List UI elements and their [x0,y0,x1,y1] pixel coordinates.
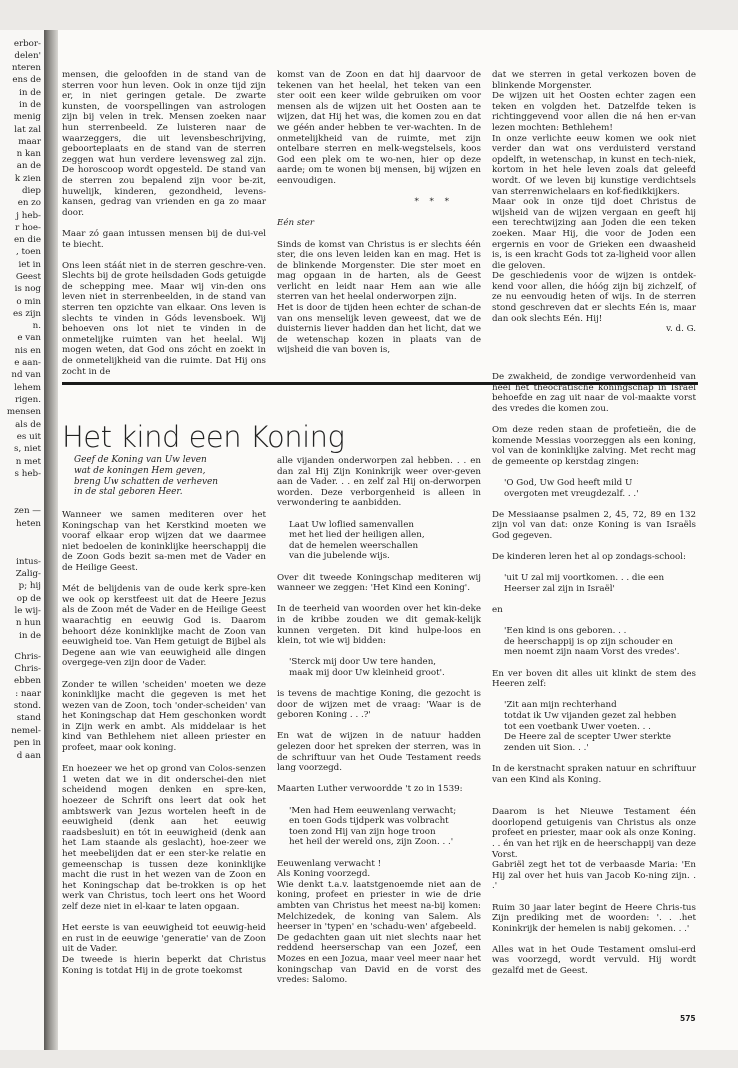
article-column-1 [62,510,266,976]
top-article-column-3 [492,70,696,345]
paragraph: Maarten Luther verwoordde 't zo in 1539: [277,784,463,795]
previous-page-text-fragment: en die [14,235,41,245]
paragraph: Ruim 30 jaar later begint de Heere Chris-tus Zijn prediking met de woorden: '. . .het Koninkrijk der hemelen is nabij gekomen. . .' [492,902,696,934]
paragraph: De tweede is hierin beperkt dat Christus Koning is totdat Hij in de grote toekomst [62,954,266,976]
previous-page-edge [0,30,44,1050]
paragraph: dat we sterren in getal verkozen boven de blinkende Morgenster. [492,70,696,91]
previous-page-text-fragment: ebben [14,676,41,686]
previous-page-text-fragment: es uit [16,432,41,442]
previous-page-text-fragment: o min [16,297,41,307]
paragraph: Zonder te willen 'scheiden' moeten we deze koninklijke macht die gegeven is met het wezen van de Zoon, toch 'onder-scheiden' van het Koningschap dat Hem geschonken wordt in Zijn werk en ambt. Als middelaar is het kind van Bethlehem niet alleen priester en profeet, maar ook koning. [62,679,266,754]
paragraph: Om deze reden staan de profetieën, die de komende Messias voorzeggen als een koning, vol van de koninklijke zalving. Met recht mag de gemeente op kerstdag zingen: [492,424,696,467]
previous-page-text-fragment: n kan [16,149,41,159]
verse-quote: 'Sterck mij door Uw tere handen, maak mij door Uw kleinheid groot'. [289,657,445,678]
article-title: Het kind een Koning [62,420,345,454]
paragraph: komst van de Zoon en dat hij daarvoor de tekenen van het heelal, het teken van een ster ooit een keer wilde gebruiken om voor mensen als de wijzen uit het Oosten aan te wijzen, dat Hij het was, die komen zou en dat we géén ander hebben te ver-wachten. In de onmetelijkheid van de ruimte, met zijn ontelbare sterren en melk-wegstelsels, koos God een plek om te wo-nen, hier op deze aarde; om te wonen bij mensen, bij wijzen en eenvoudigen. [277,70,481,186]
paragraph: Maar ook in onze tijd doet Christus de wijsheid van de wijzen vergaan en geeft hij een terechtwijzing aan Joden die een teken zoeken. Maar Hij, die voor de Joden een ergernis en voor de Grieken een dwaasheid is, is een kracht Gods tot za-ligheid voor allen die geloven. [492,197,696,271]
binding-gutter [44,30,58,1050]
paragraph: De geschiedenis voor de wijzen is ontdek-kend voor allen, die hóóg zijn bij zichzelf, of ze nu eenvoudig heten of wijs. In de sterren stond geschreven dat er slechts Eén is, maar dan ook slechts Eén. Hij! [492,271,696,324]
paragraph: En ver boven dit alles uit klinkt de stem des Heeren zelf: [492,668,696,690]
article-motto [74,455,270,498]
paragraph: Wanneer we samen mediteren over het Koningschap van het Kerstkind moeten we vooraf elkaar erop wijzen dat we daarmee niet bedoelen de koninklijke heerschappij die de Zoon Gods bezit sa-men met de Vader en de Heilige Geest. [62,510,266,573]
paragraph: De Messiaanse psalmen 2, 45, 72, 89 en 132 zijn vol van dat: onze Koning is van Israëls God gegeven. [492,509,696,541]
paragraph: Daarom is het Nieuwe Testament één doorlopend getuigenis van Christus als onze profeet en priester, maar ook als onze Koning. . . én van het rijk en de heerschappij van deze Vorst. Gabriël zegt het tot de verbaasde Maria: 'En Hij zal over het huis van Jacob Ko-ning zijn. . .' [492,807,696,892]
verse-quote: 'Een kind is ons geboren. . . de heerschappij is op zijn schouder en men noemt zijn naam Vorst des vredes'. [504,626,680,658]
previous-page-text-fragment: nd van [11,370,41,380]
paragraph: Het is door de tijden heen echter de schan-de van ons menselijk leven geweest, dat we de duisternis liever hadden dan het licht, dat we de wetenschap kozen in plaats van de wijsheid die van boven is, [277,303,481,356]
section-divider-stars: * * * [414,197,453,208]
previous-page-text-fragment: r hoe- [15,223,41,233]
previous-page-text-fragment: s, niet [14,444,41,454]
previous-page-text-fragment: k zien [14,174,41,184]
previous-page-text-fragment: j heb- [16,211,41,221]
previous-page-text-fragment: rigen. [15,395,41,405]
previous-page-text-fragment: iet in [18,260,41,270]
motto-line: Geef de Koning van Uw leven [74,455,207,465]
top-article-column-2 [277,70,481,367]
verse-quote: Laat Uw loflied samenvallen met het lied der heiligen allen, dat de hemelen weerschallen van die jubelende wijs. [289,519,425,562]
paragraph: In de kerstnacht spraken natuur en schriftuur van een Kind als Koning. [492,763,696,785]
previous-page-text-fragment: mensen [6,407,41,417]
previous-page-text-fragment: stond. [13,701,41,711]
paragraph: alle vijanden onderworpen zal hebben. . . en dan zal Hij Zijn Koninkrijk weer over-geven aan de Vader. . . en zelf zal Hij on-derworpen worden. Deze verborgenheid is alleen in verwondering te aanbidden. [277,456,481,509]
paragraph: De zwakheid, de zondige verwordenheid van heel het theocratische koningschap in Israël behoefde en zag uit naar de vol-maakte vorst des vredes die komen zou. [492,372,696,414]
previous-page-text-fragment: s heb- [14,469,41,479]
top-article-column-1 [62,70,266,388]
paragraph: In de teerheid van woorden over het kin-deke in de kribbe zouden we dit gemak-kelijk kunnen vergeten. Dit kind hulpe-loos en klein, tot wie wij bidden: [277,604,481,647]
paragraph: is tevens de machtige Koning, die gezocht is door de wijzen met de vraag: 'Waar is de geboren Koning . . .?' [277,689,481,721]
previous-page-text-fragment: erbor- [13,39,41,49]
previous-page-text-fragment: , toen [16,247,41,257]
previous-page-text-fragment: lehem [14,383,41,393]
previous-page-text-fragment: maar [18,137,41,147]
previous-page-text-fragment: nteren [11,63,41,73]
previous-page-text-fragment: n hun [15,618,41,628]
motto-line: breng Uw schatten de verheven [74,476,218,487]
previous-page-text-fragment: stand [16,713,41,723]
previous-page-text-fragment: pen in [13,738,41,748]
section-heading: Eén ster [277,218,315,229]
paragraph: mensen, die geloofden in de stand van de sterren voor hun leven. Ook in onze tijd zijn er, in niet geringen getale. De zwarte kunsten, de voorspellingen van astrologen zijn bij velen in trek. Mensen zoeken naar hun sterrenbeeld. Ze luisteren naar de waarzeggers, die uit levensbeschrijving, geboorteplaats en de stand van de sterren zeggen wat hun verdere levensweg zal zijn. De horoscoop wordt opgesteld. De stand van de sterren zou bepalend zijn voor be-zit, huwelijk, kinderen, gezondheid, levens-kansen, gedrag van vrienden en ga zo maar door. [62,70,266,218]
paragraph: Alles wat in het Oude Testament omslui-erd was voorzegd, wordt vervuld. Hij wordt gezalfd met de Geest. [492,944,696,977]
previous-page-text-fragment: le wij- [14,606,41,616]
verse-quote: 'Zit aan mijn rechterhand totdat ik Uw vijanden gezet zal hebben tot een voetbank Uwer voeten. . . De Heere zal de scepter Uwer sterkte zenden uit Sion. . .' [504,700,677,753]
motto-line: wat de koningen Hem geven, [74,465,206,476]
paragraph: Ons leen stáát niet in de sterren geschre-ven. Slechts bij de grote heilsdaden Gods getuigde de schepping mee. Maar wij vin-den ons leven niet in sterrenbeelden, in de stand van sterren ten opzichte van elkaar. Ons leven is slechts te vinden in Góds levensboek. Wij behoeven ons lot niet te vinden in de onmetelijke ruimten van het heelal. Wij mogen weten, dat God ons zócht en zoekt in de onmetelijkheid van die ruimte. Dat Hij ons zocht in de [62,260,266,377]
paragraph: Het eerste is van eeuwigheid tot eeuwig-heid en rust in de eeuwige 'generatie' van de Zoon uit de Vader. [62,923,266,955]
previous-page-text-fragment: in de [19,631,41,641]
paragraph: Sinds de komst van Christus is er slechts één ster, die ons leven leiden kan en mag. Het is de blinkende Morgenster. Die ster moet en mag opgaan in de harten, als de Geest verlicht en leidt naar Hem aan wie alle sterren van het heelal onderworpen zijn. [277,239,481,303]
previous-page-text-fragment: Chris- [14,664,41,674]
paragraph: En hoezeer we het op grond van Colos-senzen 1 weten dat we in dit onderschei-den niet scheidend mogen denken en spre-ken, hoezeer de Schrift ons leert dat ook het ambtswerk van Jezus wortelen heeft in de eeuwigheid (denk aan het eeuwig raadsbesluit) en tót in eeuwigheid (denk aan het Lam staande als geslacht), hoe-zeer we het meebelijden dat er een ster-ke relatie en gemeenschap is tussen deze koninklijke macht die rust in het wezen van de Zoon en het Koningschap dat be-trokken is op het werk van Christus, toch leert ons het Woord zelf deze niet in el-kaar te laten opgaan. [62,764,266,912]
paragraph: De kinderen leren het al op zondags-school: [492,552,686,563]
previous-page-text-fragment: op de [16,594,41,604]
previous-page-text-fragment: is nog [14,284,41,294]
paragraph: en [492,605,503,616]
previous-page-text-fragment: en zo [17,198,41,208]
previous-page-text-fragment: ens de [12,75,41,85]
author-signature: v. d. G. [666,324,696,335]
paragraph: Eeuwenlang verwacht ! Als Koning voorzegd. Wie denkt t.a.v. laatstgenoemde niet aan de koning, profeet en priester in wie de drie ambten van Christus het meest na-bij komen: Melchizedek, de koning van Salem. Als heerser in 'typen' en 'schadu-wen' afgebeeld. De gedachten gaan uit niet slechts naar het reddend heerserschap van een Jozef, een Mozes en een Jozua, maar veel meer naar het koningschap van David en de vorst des vredes: Salomo. [277,858,481,986]
previous-page-text-fragment: d aan [16,751,41,761]
previous-page-text-fragment: nis en [14,346,41,356]
verse-quote: 'Men had Hem eeuwenlang verwacht; en toen Gods tijdperk was volbracht toen zond Hij van zijn hoge troon het heil der wereld ons, zijn Zoon. . .' [289,805,457,848]
previous-page-text-fragment: Zalig- [15,569,41,579]
paragraph: Over dit tweede Koningschap mediteren wij wanneer we zeggen: 'Het Kind een Koning'. [277,572,481,594]
previous-page-text-fragment: : naar [15,689,41,699]
previous-page-text-fragment: menig [13,112,41,122]
previous-page-text-fragment: heten [16,519,41,529]
previous-page-text-fragment: es zijn [12,309,41,319]
previous-page-text-fragment: Geest [15,272,41,282]
previous-page-text-fragment: diep [21,186,41,196]
previous-page-text-fragment: delen' [14,51,41,61]
previous-page-text-fragment: als de [15,420,41,430]
previous-page-text-fragment: in de [19,100,41,110]
previous-page-text-fragment: lat zal [14,125,41,135]
motto-line: in de stal geboren Heer. [74,487,183,498]
previous-page-text-fragment: Chris- [14,652,41,662]
previous-page-text-fragment: p; hij [18,581,41,591]
previous-page-text-fragment: e aan- [14,358,41,368]
article-column-2 [277,456,481,986]
previous-page-text-fragment: intus- [16,557,41,567]
previous-page-text-fragment: in de [19,88,41,98]
paragraph: In onze verlichte eeuw komen we ook niet verder dan wat ons verduisterd verstand opdelft, in wetenschap, in kunst en tech-niek, kortom in het hele leven zoals dat geleefd wordt. Of we leven bij kunstige verdichtsels van sterrenwichelaars en kof-fiedikkijkers. [492,133,696,197]
article-column-3 [492,372,696,987]
previous-page-text-fragment: nemel- [11,726,41,736]
previous-page-text-fragment: n. [32,321,41,331]
previous-page-text-fragment: e van [17,333,41,343]
paragraph: Maar zó gaan intussen mensen bij de dui-vel te biecht. [62,228,266,250]
verse-quote: 'O God, Uw God heeft mild U overgoten met vreugdezalf. . .' [504,477,639,499]
paragraph: De wijzen uit het Oosten echter zagen een teken en volgden het. Datzelfde teken is richtinggevend voor allen die ná hen er-van lezen mochten: Bethlehem! [492,91,696,133]
previous-page-text-fragment: an de [16,161,41,171]
previous-page-text-fragment: n met [15,457,41,467]
paragraph: En wat de wijzen in de natuur hadden gelezen door het spreken der sterren, was in de schriftuur van het Oude Testament reeds lang voorzegd. [277,731,481,774]
paragraph: Mét de belijdenis van de oude kerk spre-ken we ook op kerstfeest uit dat de Heere Jezus als de Zoon mét de Vader en de Heilige Geest waarachtig en eeuwig God is. Daarom behoort déze koninklijke macht de Zoon van eeuwigheid toe. Van Hem getuigt de Bijbel als Degene aan wie van eeuwigheid alle dingen overgege-ven zijn door de Vader. [62,584,266,669]
previous-page-text-fragment: zen — [14,506,41,516]
verse-quote: 'uit U zal mij voortkomen. . . die een Heerser zal zijn in Israël' [504,573,665,594]
page-number: 575 [680,1014,696,1023]
